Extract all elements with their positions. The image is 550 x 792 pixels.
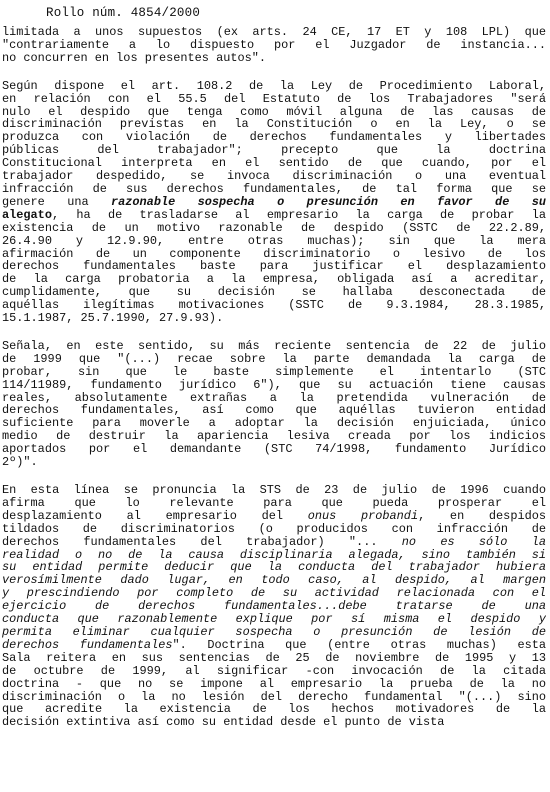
text-line	[2, 93, 546, 106]
text-line	[2, 497, 546, 510]
text-segment: , en despidos	[418, 509, 546, 523]
text-segment: limitada a unos supuestos (ex arts. 24 CE, 17 ET y 108 LPL) que	[2, 26, 546, 39]
text-line	[2, 299, 546, 312]
text-line	[2, 144, 546, 157]
text-segment: derechos fundamentales, así como que aquéllas tuvieron entidad	[2, 404, 546, 418]
emphasis-text: alegato	[2, 208, 52, 222]
text-line	[2, 183, 546, 196]
text-line	[2, 691, 546, 704]
text-line	[2, 574, 546, 587]
text-line	[2, 131, 546, 144]
emphasis-text: razonable sospecha o presunción en favor de su	[111, 195, 546, 209]
text-segment: Señala, en este sentido, su más reciente sentencia de 22 de julio	[2, 339, 546, 353]
emphasis-text: ejercicio de derechos fundamentales...debe tratarse de una	[2, 600, 546, 614]
text-line	[2, 561, 546, 574]
text-segment: 15.1.1987, 25.7.1990, 27.9.93).	[2, 312, 224, 325]
text-segment: afirma que lo relevante para que pueda prosperar el	[2, 496, 546, 510]
text-line	[2, 626, 546, 639]
text-line	[2, 523, 546, 536]
emphasis-text: derechos fundamentales	[2, 638, 173, 652]
text-line	[2, 716, 546, 729]
text-line	[2, 703, 546, 716]
paragraph	[2, 340, 546, 469]
text-segment: decisión extintiva así como su entidad desde el punto de vista	[2, 716, 445, 730]
text-line	[2, 430, 546, 443]
text-segment: , ha de trasladarse al empresario la carga de probar la	[51, 208, 546, 222]
text-segment: discriminación previstas en la Constitución o en la Ley, o se	[2, 118, 546, 132]
document-body	[2, 26, 546, 744]
text-line	[2, 484, 546, 497]
emphasis-text: su entidad permite deducir que la conducta del trabajador hubiera	[2, 561, 546, 575]
text-line	[2, 235, 546, 248]
text-line	[2, 639, 546, 652]
paragraph	[2, 80, 546, 325]
text-segment: de 1999 que "(...) recae sobre la parte demandada la carga de	[2, 352, 546, 366]
text-line	[2, 587, 546, 600]
text-segment: públicas del trabajador"; precepto que la doctrina	[2, 144, 546, 158]
text-line	[2, 443, 546, 456]
emphasis-text: onus probandi	[307, 509, 419, 523]
emphasis-text: conducta que razonablemente explique por sí misma el despido y	[2, 613, 546, 626]
text-line	[2, 417, 546, 430]
text-line	[2, 286, 546, 299]
text-segment: discriminación o la no lesión del derecho fundamental "(...) sino	[2, 690, 546, 704]
emphasis-text: y prescindiendo por completo de su actividad relacionada con el	[2, 587, 546, 601]
text-line	[2, 170, 546, 183]
paragraph	[2, 26, 546, 65]
text-segment: 2º)".	[2, 456, 38, 469]
text-segment: aportados por el demandante (STC 74/1998, fundamento Jurídico	[2, 443, 546, 457]
text-segment: Constitucional interpreta en el sentido de que cuando, por el	[2, 157, 546, 171]
text-segment: cumplidamente, que su decisión se hallaba desconectada de	[2, 286, 546, 300]
text-line	[2, 209, 546, 222]
text-segment: no concurren en los presentes autos".	[2, 51, 267, 65]
text-segment: en relación con el 55.5 del Estatuto de los Trabajadores "será	[2, 92, 546, 106]
text-line	[2, 510, 546, 523]
text-line	[2, 157, 546, 170]
text-segment: Según dispone el art. 108.2 de la Ley de Procedimiento Laboral,	[2, 79, 546, 93]
text-segment: produzca con violación de derechos fundamentales y libertades	[2, 131, 546, 145]
text-line	[2, 404, 546, 417]
text-line	[2, 392, 546, 405]
text-segment: desplazamiento al empresario del	[2, 509, 308, 523]
text-line	[2, 106, 546, 119]
emphasis-text: realidad o no de la causa disciplinaria alegada, sino también si	[2, 548, 546, 562]
text-segment: medio de destruir la apariencia lesiva creada por los indicios	[2, 430, 546, 444]
text-segment: 114/11989, fundamento jurídico 6"), que su actuación tiene causas	[2, 378, 546, 392]
text-line	[2, 613, 546, 626]
text-line	[2, 52, 546, 65]
text-line	[2, 536, 546, 549]
text-segment: tildados de discriminatorios (o producidos con infracción de	[2, 522, 546, 536]
text-line	[2, 260, 546, 273]
text-segment: genere una	[2, 195, 111, 209]
text-segment: aquéllas ilegítimas motivaciones (SSTC de 9.3.1984, 28.3.1985,	[2, 299, 546, 313]
text-segment: ". Doctrina que (entre otras muchas) esta	[172, 638, 546, 652]
text-line	[2, 26, 546, 39]
text-segment: existencia de un motivo razonable de despido (SSTC de 22.2.89,	[2, 221, 546, 235]
text-line	[2, 366, 546, 379]
emphasis-text: no es sólo la	[401, 535, 546, 549]
text-segment: En esta línea se pronuncia la STS de 23 de julio de 1996 cuando	[2, 484, 546, 497]
text-segment: que acredite la existencia de los hechos motivadores de la	[2, 703, 546, 717]
text-line	[2, 600, 546, 613]
text-segment: infracción de sus derechos fundamentales, de tal forma que se	[2, 182, 546, 196]
text-line	[2, 549, 546, 562]
text-line	[2, 312, 546, 325]
emphasis-text: permita eliminar cualquier sospecha o presunción de lesión de	[2, 625, 546, 639]
text-line	[2, 222, 546, 235]
text-line	[2, 248, 546, 261]
text-line	[2, 456, 546, 469]
text-line	[2, 353, 546, 366]
case-number-header: Rollo núm. 4854/2000	[46, 6, 201, 20]
text-line	[2, 273, 546, 286]
text-line	[2, 678, 546, 691]
text-line	[2, 196, 546, 209]
text-segment: nulo el despido que tenga como móvil alguna de las causas de	[2, 105, 546, 119]
text-segment: trabajador despedido, se invoca discriminación o una eventual	[2, 170, 546, 183]
paragraph	[2, 484, 546, 729]
text-segment: Sala reitera en sus sentencias de 25 de noviembre de 1995 y 13	[2, 651, 546, 665]
text-line	[2, 665, 546, 678]
text-segment: de octubre de 1999, al significar -con invocación de la citada	[2, 664, 546, 678]
text-line	[2, 80, 546, 93]
text-segment: probar, sin que le baste simplemente el intentarlo (STC	[2, 365, 546, 379]
text-line	[2, 118, 546, 131]
text-segment: doctrina - que no se impone al empresario la prueba de la no	[2, 677, 546, 691]
text-segment: reales, absolutamente extrañas a la pretendida vulneración de	[2, 391, 546, 405]
text-line	[2, 340, 546, 353]
emphasis-text: verosímilmente dado lugar, en todo caso, al despido, al margen	[2, 574, 546, 588]
text-segment: "contrariamente a lo dispuesto por el Juzgador de instancia...	[2, 38, 546, 52]
text-segment: derechos fundamentales baste para justificar el desplazamiento	[2, 260, 546, 274]
text-segment: 26.4.90 y 12.9.90, entre otras muchas); sin que la mera	[2, 234, 546, 248]
text-line	[2, 379, 546, 392]
text-segment: de la carga probatoria a la empresa, obligada así a acreditar,	[2, 273, 546, 287]
text-segment: derechos fundamentales del trabajador) "...	[2, 535, 402, 549]
text-line	[2, 39, 546, 52]
text-line	[2, 652, 546, 665]
text-segment: suficiente para moverle a adoptar la decisión enjuiciada, único	[2, 417, 546, 431]
text-segment: afirmación de un componente discriminatorio o lesivo de los	[2, 247, 546, 261]
